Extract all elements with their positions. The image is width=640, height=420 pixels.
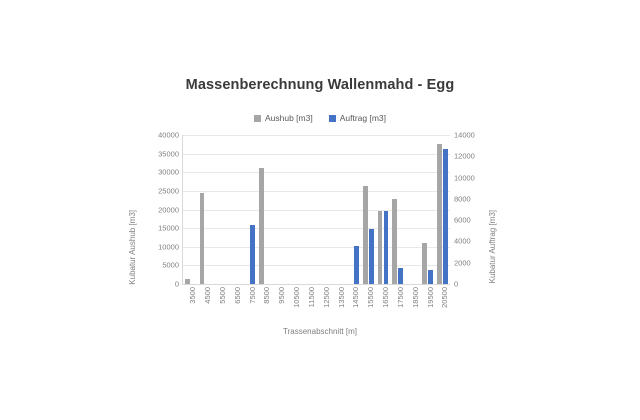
x-axis-tick: 8500 [262,287,272,304]
y-axis-tick-left: 10000 [158,242,179,252]
y-axis-tick-left: 0 [174,279,179,289]
category-group [198,135,213,304]
y-axis-tick-right: 10000 [454,173,475,183]
x-axis-tick: 16500 [381,287,391,308]
category-group [302,135,317,308]
y-axis-tick-left: 15000 [158,223,179,233]
x-axis-tick: 4500 [203,287,213,304]
category-group [376,135,391,308]
y-axis-label-left: Kubatur Aushub [m3] [128,210,137,285]
bar-aushub [422,243,427,284]
category-group [435,135,450,308]
x-axis-label: Trassenabschnitt [m] [283,327,357,336]
category-group [361,135,376,308]
y-axis-tick-right: 12000 [454,151,475,161]
bar-aushub [185,279,190,284]
x-axis-tick: 19500 [425,287,435,308]
x-axis-tick: 11500 [306,287,316,308]
category-group [331,135,346,308]
x-axis-tick: 15500 [366,287,376,308]
x-axis-tick: 17500 [395,287,405,308]
bar-aushub [363,186,368,284]
x-axis-tick: 14500 [351,287,361,308]
x-axis-tick: 5500 [217,287,227,304]
x-axis-tick: 13500 [336,287,346,308]
bar-auftrag [443,149,448,284]
y-axis-tick-left: 30000 [158,167,179,177]
category-group [272,135,287,304]
category-group [183,135,198,304]
legend-label-aushub: Aushub [m3] [264,113,313,123]
bar-auftrag [250,225,255,284]
y-axis-tick-left: 35000 [158,149,179,159]
y-axis-tick-left: 20000 [158,205,179,214]
y-axis-label-right: Kubatur Auftrag [m3] [488,210,497,284]
legend-item-auftrag [329,113,386,123]
y-axis-tick-right: 0 [454,279,459,289]
chart-title: Massenberechnung Wallenmahd - Egg [185,77,455,93]
chart-container [120,55,520,355]
x-axis-tick: 9500 [277,287,287,304]
legend-swatch-aushub [254,115,261,122]
bar-auftrag [354,246,359,284]
y-axis-tick-left: 40000 [158,130,179,140]
bar-aushub [378,211,383,284]
y-axis-tick-left: 25000 [158,186,179,196]
x-axis-tick: 20500 [440,287,450,308]
category-group [257,135,272,304]
bar-aushub [437,144,442,284]
x-axis-tick: 10500 [292,287,302,308]
legend-item-aushub [254,113,313,123]
y-axis-tick-right: 2000 [454,258,471,268]
legend-label-auftrag: Auftrag [m3] [339,113,387,123]
y-axis-tick-left: 5000 [162,260,179,270]
x-axis-tick: 7500 [247,287,257,304]
bar-auftrag [398,268,403,284]
category-group [317,135,332,308]
x-axis-tick: 12500 [321,287,331,308]
y-axis-tick-right: 6000 [454,215,471,225]
category-group [242,135,257,304]
bar-auftrag [369,229,374,284]
category-group [228,135,243,304]
category-group [391,135,406,308]
bar-auftrag [428,270,433,284]
bar-aushub [392,199,397,284]
category-group [287,135,302,308]
plot-area [158,130,475,308]
category-group [346,135,361,308]
bar-aushub [259,168,264,284]
y-axis-tick-right: 4000 [454,236,471,246]
category-group [420,135,435,308]
x-axis-tick: 6500 [232,287,242,304]
category-group [213,135,228,304]
legend-swatch-auftrag [329,115,336,122]
bar-aushub [200,193,205,284]
y-axis-tick-right: 8000 [454,194,471,204]
x-axis-tick: 18500 [410,287,420,308]
bar-auftrag [384,211,389,284]
plot-region [158,130,475,308]
y-axis-tick-right: 14000 [454,130,475,140]
category-group [406,135,421,308]
x-axis-tick: 3500 [188,287,198,304]
chart-legend [120,113,520,123]
